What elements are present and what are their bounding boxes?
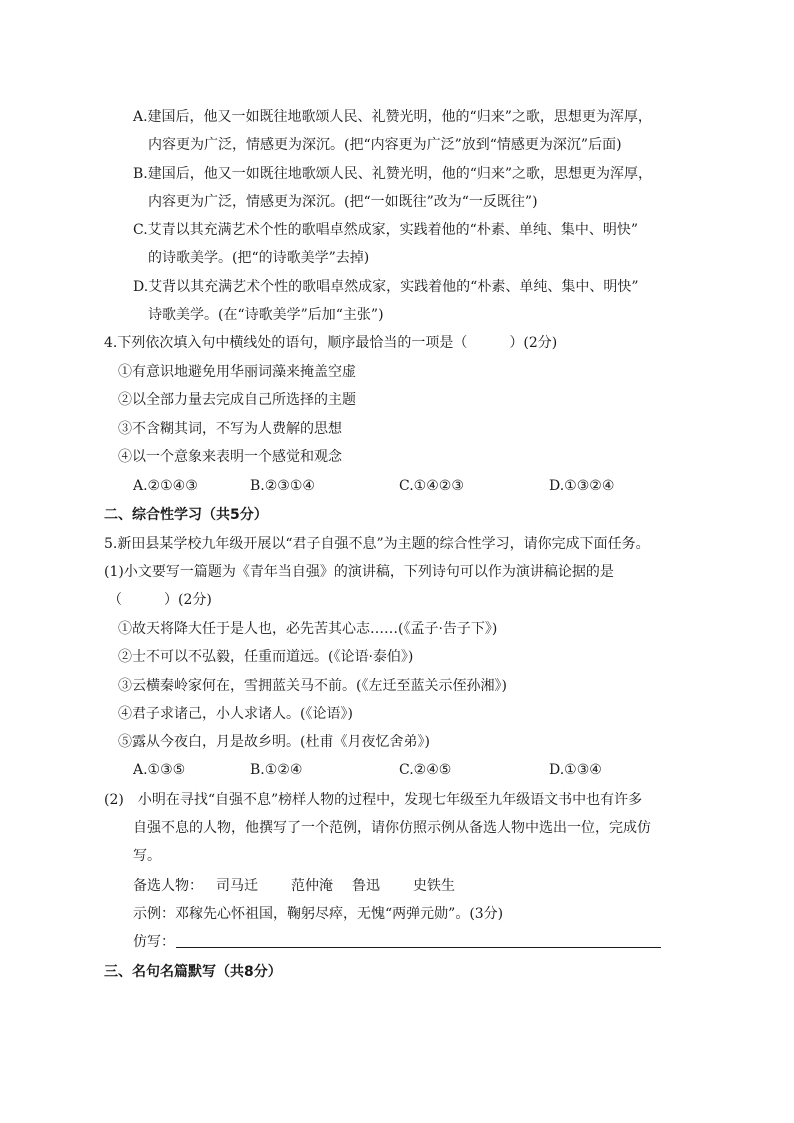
question-5-part-2-line-1: (2) 小明在寻找“自强不息”榜样人物的过程中，发现七年级至九年级语文书中也有许多: [104, 792, 643, 808]
question-4-item: ④以一个意象来表明一个感觉和观念: [118, 449, 342, 465]
question-5-part-2-line-2: 自强不息的人物，他撰写了一个范例，请你仿照示例从备选人物中选出一位，完成仿: [133, 820, 651, 836]
section-2-heading: 二、综合性学习（共5分）: [104, 507, 268, 523]
question-5-stem: 5.新田县某学校九年级开展以“君子自强不息”为主题的综合性学习，请你完成下面任务。: [104, 536, 650, 552]
option-d[interactable]: D.①③②④: [549, 478, 615, 494]
question-5-part-1-line-1: (1)小文要写一篇题为《青年当自强》的演讲稿，下列诗句可以作为演讲稿论据的是: [104, 564, 614, 580]
question-4-item: ①有意识地避免用华丽词藻来掩盖空虚: [118, 364, 356, 380]
question-4-item: ②以全部力量去完成自己所选择的主题: [118, 392, 356, 408]
candidate-name: 鲁迅: [352, 878, 380, 894]
question-5-part-1-line-2: （ ）(2分): [108, 592, 212, 608]
option-b[interactable]: B.②③①④: [250, 478, 315, 494]
option-a[interactable]: A.②①④③: [133, 478, 198, 494]
option-d[interactable]: D.①③④: [549, 762, 602, 778]
option-c-line-1: C.艾青以其充满艺术个性的歌唱卓然成家，实践着他的“朴素、单纯、集中、明快”: [133, 222, 638, 238]
question-5-item: ③云横秦岭家何在，雪拥蓝关马不前。(《左迁至蓝关示侄孙湘》): [118, 678, 507, 694]
question-5-item: ⑤露从今夜白，月是故乡明。(杜甫《月夜忆舍弟》): [118, 734, 430, 750]
option-a[interactable]: A.①③⑤: [133, 762, 186, 778]
section-3-heading: 三、名句名篇默写（共8分）: [104, 964, 282, 980]
option-c[interactable]: C.①④②③: [399, 478, 464, 494]
option-d-line-2: 诗歌美学。(在“诗歌美学”后加“主张”): [148, 307, 384, 323]
imitation-answer-blank[interactable]: [176, 947, 661, 948]
question-5-item: ④君子求诸己，小人求诸人。(《论语》): [118, 706, 353, 722]
question-4-stem: 4.下列依次填入句中横线处的语句，顺序最恰当的一项是（ ）(2分): [104, 335, 558, 351]
option-d-line-1: D.艾背以其充满艺术个性的歌唱卓然成家，实践着他的“朴素、单纯、集中、明快”: [133, 279, 639, 295]
imitation-label: 仿写：: [133, 934, 175, 950]
candidates-label: 备选人物：: [133, 878, 203, 894]
option-c-line-2: 的诗歌美学。(把“的诗歌美学”去掉): [148, 250, 370, 266]
candidate-name: 范仲淹: [291, 878, 333, 894]
question-5-part-2-line-3: 写。: [133, 848, 161, 864]
option-c[interactable]: C.②④⑤: [399, 762, 452, 778]
candidate-name: 司马迁: [216, 878, 258, 894]
option-a-line-2: 内容更为广泛，情感更为深沉。(把“内容更为广泛”放到“情感更为深沉”后面): [148, 137, 622, 153]
option-b-line-2: 内容更为广泛，情感更为深沉。(把“一如既往”改为“一反既往”): [148, 194, 538, 210]
question-5-item: ②士不可以不弘毅，任重而道远。(《论语·泰伯》): [118, 649, 414, 665]
option-b[interactable]: B.①②④: [250, 762, 303, 778]
option-a-line-1: A.建国后，他又一如既往地歌颂人民、礼赞光明，他的“归来”之歌，思想更为浑厚，: [133, 109, 652, 125]
candidate-name: 史铁生: [413, 878, 455, 894]
example-sentence: 示例：邓稼先心怀祖国，鞠躬尽瘁，无愧“两弹元勋”。(3分): [133, 906, 504, 922]
question-5-item: ①故天将降大任于是人也，必先苦其心志……(《孟子·告子下》): [118, 621, 498, 637]
option-b-line-1: B.建国后，他又一如既往地歌颂人民、礼赞光明，他的“归来”之歌，思想更为浑厚，: [133, 166, 653, 182]
question-4-item: ③不含糊其词，不写为人费解的思想: [118, 421, 342, 437]
